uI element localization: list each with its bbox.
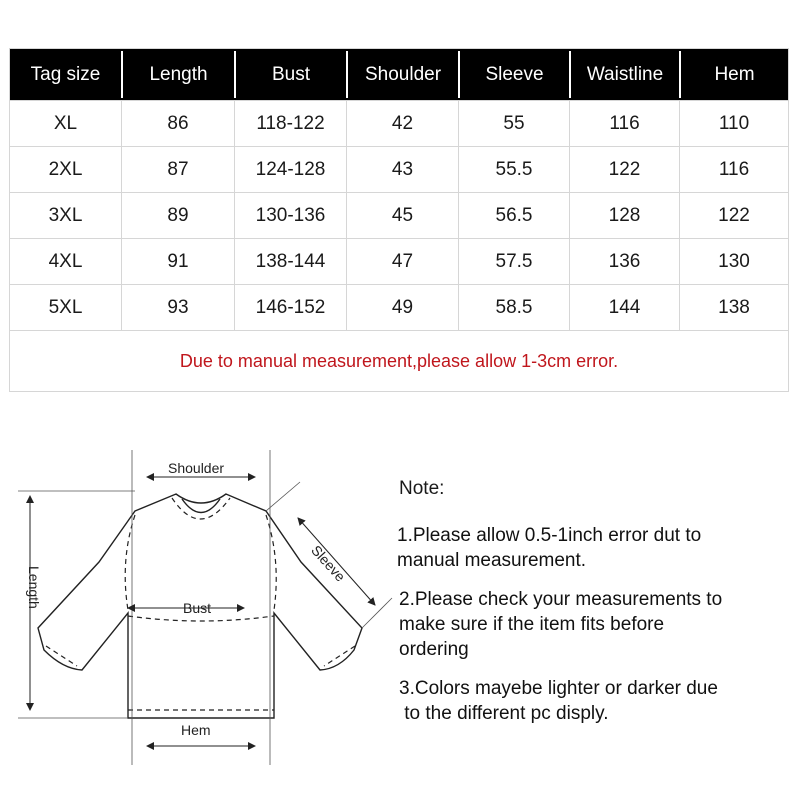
table-row	[10, 100, 788, 146]
cell-hem: 130	[718, 251, 750, 272]
length-label: Length	[26, 566, 42, 609]
cell-tag-size: 4XL	[48, 251, 83, 272]
cell-length: 87	[167, 159, 189, 180]
cell-shoulder: 45	[391, 205, 414, 226]
table-row	[10, 238, 788, 284]
cell-bust: 118-122	[256, 113, 325, 134]
cell-bust: 146-152	[255, 297, 326, 318]
cell-shoulder: 43	[391, 159, 414, 180]
table-row	[10, 192, 788, 238]
cell-tag-size: XL	[53, 113, 78, 134]
cell-hem: 122	[718, 205, 750, 226]
cell-waistline: 128	[608, 205, 641, 226]
header-sleeve: Sleeve	[485, 64, 544, 85]
cell-waistline: 136	[608, 251, 641, 272]
table-row	[10, 146, 788, 192]
table-row	[10, 284, 788, 330]
cell-shoulder: 42	[391, 113, 414, 134]
cell-sleeve: 57.5	[495, 251, 533, 272]
note-2-line-2: make sure if the item fits before	[399, 614, 665, 635]
cell-length: 89	[167, 205, 189, 226]
table-notice-row	[10, 330, 788, 392]
table-header-row	[10, 49, 788, 100]
header-hem: Hem	[714, 64, 755, 85]
cell-hem: 138	[718, 297, 750, 318]
cell-hem: 110	[718, 113, 750, 134]
cell-shoulder: 49	[391, 297, 414, 318]
header-waistline: Waistline	[586, 64, 664, 85]
bust-label: Bust	[183, 600, 212, 616]
note-2-line-1: 2.Please check your measurements to	[399, 589, 723, 610]
cell-bust: 130-136	[255, 205, 326, 226]
cell-length: 86	[167, 113, 189, 134]
note-1-line-2: manual measurement.	[397, 550, 587, 571]
measurement-diagram	[0, 420, 400, 800]
cell-sleeve: 55	[503, 113, 525, 134]
note-2-line-3: ordering	[399, 639, 469, 660]
measurement-error-notice: Due to manual measurement,please allow 1-3cm error.	[179, 351, 619, 371]
shoulder-label: Shoulder	[168, 460, 225, 476]
cell-tag-size: 5XL	[48, 297, 83, 318]
cell-length: 93	[167, 297, 189, 318]
header-shoulder: Shoulder	[364, 64, 442, 85]
note-1-line-1: 1.Please allow 0.5-1inch error dut to	[397, 525, 702, 546]
note-3-line-2: to the different pc disply.	[399, 703, 609, 724]
size-chart-table	[9, 48, 789, 392]
cell-length: 91	[167, 251, 189, 272]
cell-sleeve: 55.5	[495, 159, 533, 180]
header-tag-size: Tag size	[30, 64, 101, 85]
cell-hem: 116	[718, 159, 750, 180]
note-3-line-1: 3.Colors mayebe lighter or darker due	[399, 678, 718, 699]
header-length: Length	[149, 64, 208, 85]
cell-tag-size: 3XL	[48, 205, 83, 226]
sleeve-label: Sleeve	[308, 542, 349, 585]
cell-bust: 124-128	[255, 159, 326, 180]
cell-bust: 138-144	[255, 251, 326, 272]
cell-waistline: 144	[608, 297, 641, 318]
notes-title: Note:	[399, 478, 445, 499]
cell-sleeve: 56.5	[495, 205, 533, 226]
hem-label: Hem	[181, 722, 211, 738]
cell-sleeve: 58.5	[495, 297, 533, 318]
cell-waistline: 122	[608, 159, 641, 180]
cell-tag-size: 2XL	[48, 159, 83, 180]
header-bust: Bust	[271, 64, 311, 85]
cell-waistline: 116	[609, 113, 640, 134]
cell-shoulder: 47	[391, 251, 414, 272]
